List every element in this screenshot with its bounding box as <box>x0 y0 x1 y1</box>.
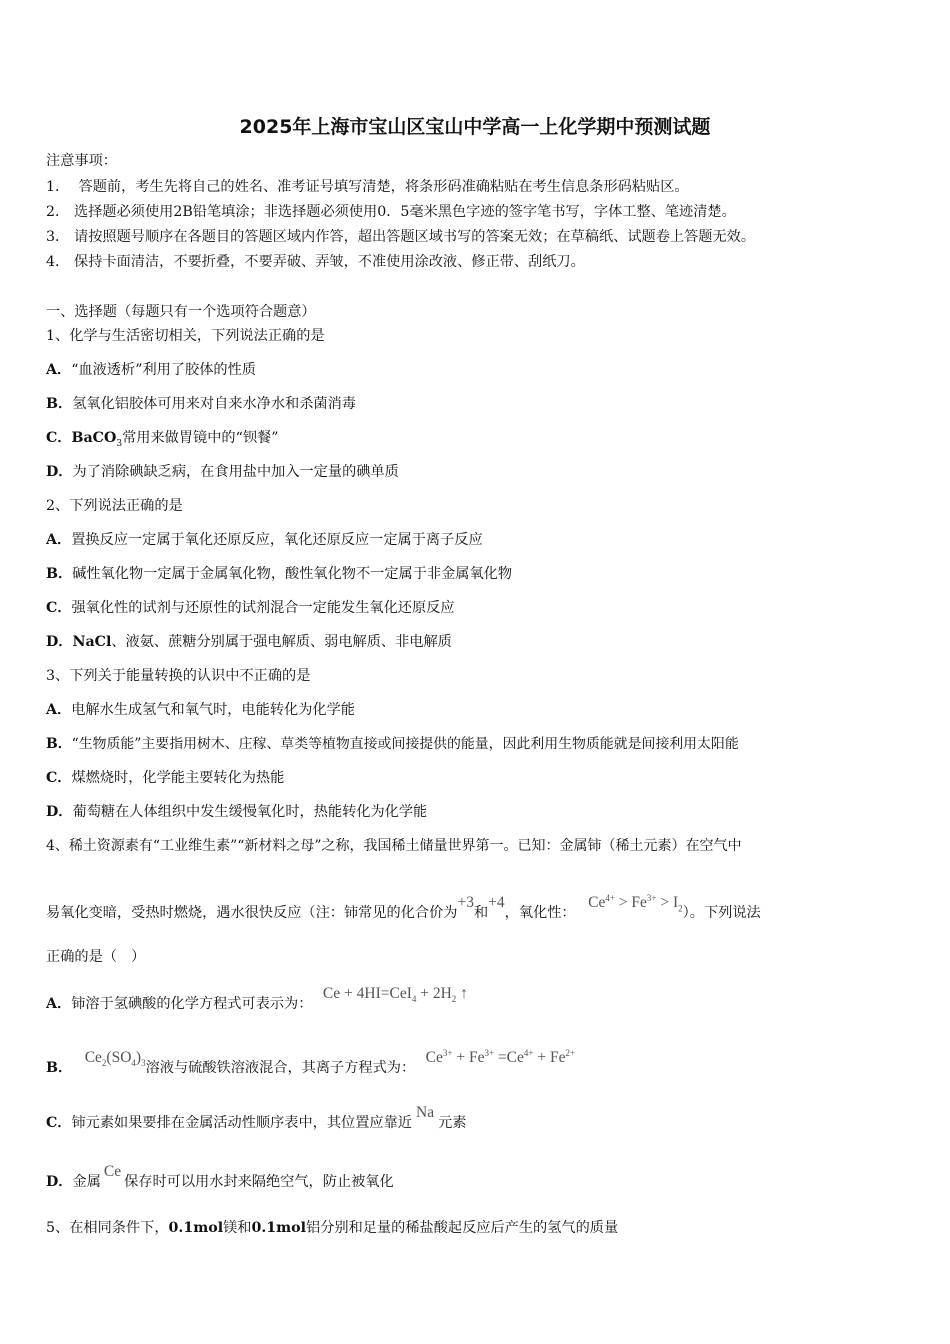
notice-item-4: 4． 保持卡面清洁，不要折叠，不要弄破、弄皱，不准使用涂改液、修正带、刮纸刀。 <box>46 254 585 270</box>
q5-stem: 5、在相同条件下，0.1mol镁和0.1mol铝分别和足量的稀盐酸起反应后产生的氢气的质量 <box>46 1220 619 1236</box>
q3-option-a: A．电解水生成氢气和氧气时，电能转化为化学能 <box>46 702 355 718</box>
q1-option-d: D．为了消除碘缺乏病，在食用盐中加入一定量的碘单质 <box>46 464 399 480</box>
q2-stem: 2、下列说法正确的是 <box>46 498 183 514</box>
q4-stem-line3: 正确的是（ ） <box>46 949 146 965</box>
q2-option-b: B．碱性氧化物一定属于金属氧化物，酸性氧化物不一定属于非金属氧化物 <box>46 566 513 582</box>
q3-option-b: B．“生物质能”主要指用树木、庄稼、草类等植物直接或间接提供的能量，因此利用生物质能就是间接利用太阳能 <box>46 736 739 752</box>
cerium-symbol: Ce <box>103 1163 122 1180</box>
plus4-value: +4 <box>488 894 505 912</box>
notice-item-3: 3． 请按照题号顺序在各题目的答题区域内作答，超出答题区域书写的答案无效；在草稿纸、试题卷上答题无效。 <box>46 229 756 245</box>
q3-stem: 3、下列关于能量转换的认识中不正确的是 <box>46 668 311 684</box>
q1-option-a: A．“血液透析”利用了胶体的性质 <box>46 362 256 378</box>
ionic-equation: $Ce^{3+} + Fe^{3+} =Ce^{4+} + Fe^{2+}$ <box>425 1048 576 1067</box>
q1-option-b: B．氢氧化铝胶体可用来对自来水净水和杀菌消毒 <box>46 396 356 412</box>
q1-option-c: C．BaCO$_3$常用来做胃镜中的“钡餐” <box>46 430 279 449</box>
q4-option-b: B． $Ce_2(SO_4)_3$溶液与硫酸铁溶液混合，其离子方程式为： $Ce^{3+} + Fe^{3+} =Ce^{4+} + Fe^{2+}$ <box>46 1053 575 1083</box>
q2-option-a: A．置换反应一定属于氧化还原反应，氧化还原反应一定属于离子反应 <box>46 532 483 548</box>
q4-option-c: C．铈元素如果要排在金属活动性顺序表中，其位置应靠近Na元素 <box>46 1104 467 1131</box>
oxidizing-order-formula: $Ce^{4+} > Fe^{3+} > I_2$ <box>588 893 683 914</box>
cerium-sulfate-formula: $Ce_2(SO_4)_3$ <box>84 1049 146 1069</box>
q3-option-d: D．葡萄糖在人体组织中发生缓慢氧化时，热能转化为化学能 <box>46 804 428 820</box>
q4-stem-line2: 易氧化变暗，受热时燃烧，遇水很快反应（注：铈常见的化合价为+3和+4，氧化性： $Ce^{4+} > Fe^{3+} > I_2$）。下列说法 <box>46 898 761 928</box>
q2-option-c: C．强氧化性的试剂与还原性的试剂混合一定能发生氧化还原反应 <box>46 600 455 616</box>
ce-hi-equation: $Ce + 4HI=CeI_4 + 2H_2$ ↑ <box>322 985 468 1005</box>
notice-item-1: 1． 答题前，考生先将自己的姓名、准考证号填写清楚，将条形码准确粘贴在考生信息条形码粘贴区。 <box>46 179 689 195</box>
q3-option-c: C．煤燃烧时，化学能主要转化为热能 <box>46 770 285 786</box>
page-title: 2025年上海市宝山区宝山中学高一上化学期中预测试题 <box>239 116 711 138</box>
q4-option-d: D．金属Ce保存时可以用水封来隔绝空气，防止被氧化 <box>46 1163 394 1190</box>
q4-stem-line1: 4、稀土资源素有“工业维生素”“新材料之母”之称，我国稀土储量世界第一。已知：金属铈（稀土元素）在空气中 <box>46 838 742 854</box>
plus3-value: +3 <box>457 894 474 912</box>
notice-item-2: 2． 选择题必须使用2B铅笔填涂；非选择题必须使用0．5毫米黑色字迹的签字笔书写，字体工整、笔迹清楚。 <box>46 204 736 220</box>
q4-option-a: A．铈溶于氢碘酸的化学方程式可表示为： $Ce + 4HI=CeI_4 + 2H_2$ ↑ <box>46 985 468 1012</box>
section-heading: 一、选择题（每题只有一个选项符合题意） <box>46 304 316 320</box>
q1-stem: 1、化学与生活密切相关，下列说法正确的是 <box>46 328 325 344</box>
sodium-symbol: Na <box>416 1104 435 1121</box>
notice-heading: 注意事项： <box>46 153 117 169</box>
q2-option-d: D．NaCl、液氨、蔗糖分别属于强电解质、弱电解质、非电解质 <box>46 634 452 650</box>
